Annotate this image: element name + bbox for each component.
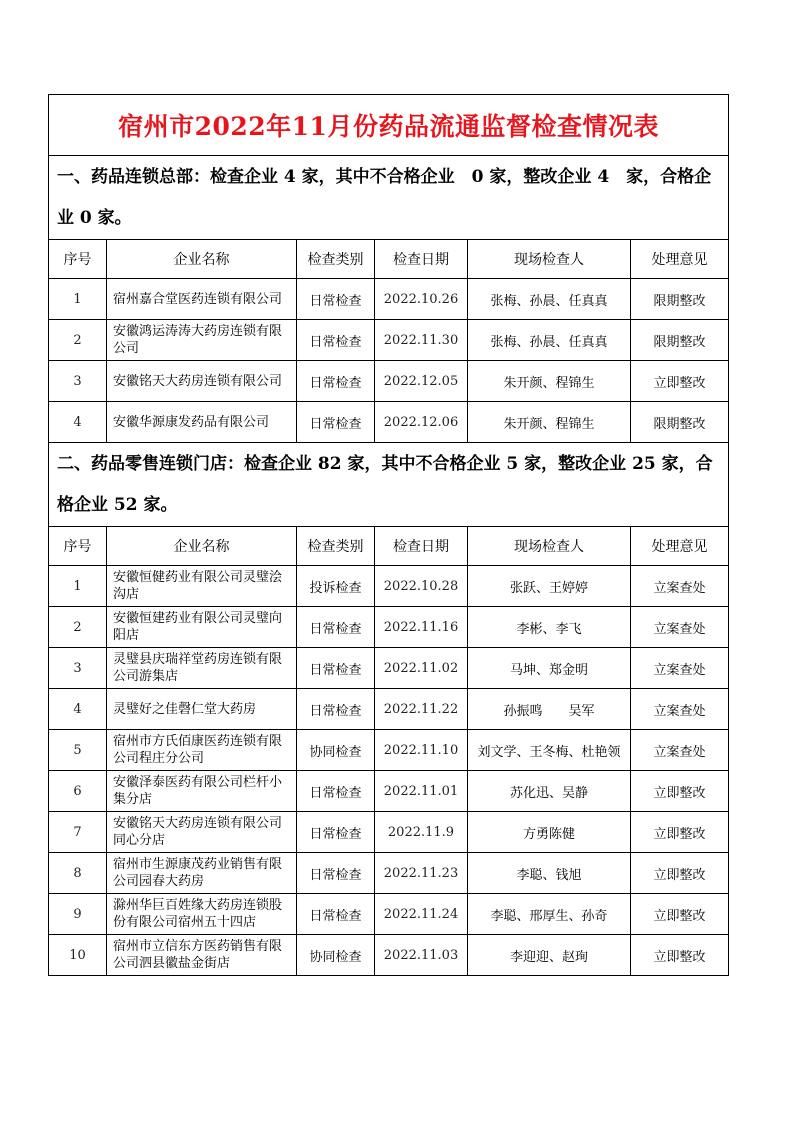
cell-inspection-date: 2022.11.24 [375,894,468,935]
section1-summary-row [49,156,729,240]
cell-inspection-type: 日常检查 [297,771,375,812]
cell-inspection-type: 日常检查 [297,812,375,853]
cell-opinion: 限期整改 [631,320,729,361]
cell-inspection-type: 日常检查 [297,853,375,894]
cell-inspectors: 李聪、邢厚生、孙奇 [468,894,631,935]
cell-opinion: 立即整改 [631,361,729,402]
cell-no: 3 [49,648,107,689]
table-row [49,320,729,361]
cell-company-name: 滁州华巨百姓缘大药房连锁股份有限公司宿州五十四店 [107,894,297,935]
col-header-inspectors: 现场检查人 [468,527,631,566]
cell-company-name: 安徽泽泰医药有限公司栏杆小集分店 [107,771,297,812]
col-header-no: 序号 [49,527,107,566]
cell-inspection-type: 日常检查 [297,607,375,648]
cell-inspection-date: 2022.11.9 [375,812,468,853]
cell-inspection-date: 2022.12.05 [375,361,468,402]
cell-no: 3 [49,361,107,402]
cell-company-name: 宿州市生源康茂药业销售有限公司园春大药房 [107,853,297,894]
section2-header-row [49,527,729,566]
cell-company-name: 安徽铭天大药房连锁有限公司同心分店 [107,812,297,853]
cell-company-name: 安徽恒建药业有限公司灵璧向阳店 [107,607,297,648]
col-header-type: 检查类别 [297,240,375,279]
cell-inspectors: 朱开颜、程锦生 [468,402,631,443]
table-row [49,853,729,894]
cell-inspection-type: 协同检查 [297,935,375,976]
cell-opinion: 立即整改 [631,894,729,935]
cell-opinion: 限期整改 [631,402,729,443]
cell-inspection-type: 日常检查 [297,320,375,361]
table-row [49,566,729,607]
section2-summary-row [49,443,729,527]
table-row [49,894,729,935]
report-table [48,94,729,976]
cell-company-name: 安徽恒健药业有限公司灵璧浍沟店 [107,566,297,607]
table-row [49,689,729,730]
cell-no: 4 [49,402,107,443]
title-row [49,95,729,156]
cell-opinion: 立即整改 [631,771,729,812]
cell-inspectors: 刘文学、王冬梅、杜艳领 [468,730,631,771]
cell-no: 2 [49,320,107,361]
cell-inspection-date: 2022.12.06 [375,402,468,443]
cell-opinion: 立即整改 [631,812,729,853]
cell-no: 10 [49,935,107,976]
section1-summary: 一、药品连锁总部：检查企业 4 家，其中不合格企业 0 家，整改企业 4 家，合格企业 0 家。 [49,156,729,240]
cell-opinion: 立案查处 [631,648,729,689]
cell-no: 7 [49,812,107,853]
col-header-no: 序号 [49,240,107,279]
cell-company-name: 灵璧县庆瑞祥堂药房连锁有限公司游集店 [107,648,297,689]
table-row [49,607,729,648]
cell-no: 5 [49,730,107,771]
page-title: 宿州市2022年11月份药品流通监督检查情况表 [49,95,729,156]
cell-inspection-type: 日常检查 [297,402,375,443]
table-row [49,279,729,320]
cell-company-name: 宿州市立信东方医药销售有限公司泗县徽盐金街店 [107,935,297,976]
cell-inspectors: 张跃、王婷婷 [468,566,631,607]
report-table-body [49,95,729,976]
cell-inspection-date: 2022.11.01 [375,771,468,812]
cell-company-name: 宿州市方氏佰康医药连锁有限公司程庄分公司 [107,730,297,771]
cell-inspection-type: 投诉检查 [297,566,375,607]
cell-inspectors: 张梅、孙晨、任真真 [468,320,631,361]
table-row [49,771,729,812]
cell-opinion: 立即整改 [631,935,729,976]
cell-no: 4 [49,689,107,730]
cell-inspection-date: 2022.11.22 [375,689,468,730]
cell-inspectors: 孙振鸣 吴军 [468,689,631,730]
cell-opinion: 立案查处 [631,607,729,648]
cell-inspectors: 苏化迅、吴静 [468,771,631,812]
cell-no: 1 [49,279,107,320]
cell-no: 9 [49,894,107,935]
cell-company-name: 安徽鸿运涛涛大药房连锁有限公司 [107,320,297,361]
cell-no: 2 [49,607,107,648]
col-header-inspectors: 现场检查人 [468,240,631,279]
col-header-name: 企业名称 [107,240,297,279]
cell-inspectors: 方勇陈健 [468,812,631,853]
table-row [49,402,729,443]
cell-inspectors: 张梅、孙晨、任真真 [468,279,631,320]
cell-no: 6 [49,771,107,812]
cell-inspectors: 李迎迎、赵珣 [468,935,631,976]
cell-no: 8 [49,853,107,894]
cell-inspection-type: 协同检查 [297,730,375,771]
cell-opinion: 立案查处 [631,730,729,771]
cell-inspection-date: 2022.10.28 [375,566,468,607]
cell-inspection-date: 2022.11.30 [375,320,468,361]
col-header-type: 检查类别 [297,527,375,566]
cell-inspection-type: 日常检查 [297,279,375,320]
cell-inspectors: 马坤、郑金明 [468,648,631,689]
cell-company-name: 安徽铭天大药房连锁有限公司 [107,361,297,402]
cell-opinion: 立案查处 [631,566,729,607]
cell-company-name: 宿州嘉合堂医药连锁有限公司 [107,279,297,320]
cell-no: 1 [49,566,107,607]
cell-inspection-date: 2022.11.16 [375,607,468,648]
cell-inspection-date: 2022.11.02 [375,648,468,689]
cell-opinion: 立即整改 [631,853,729,894]
cell-inspection-type: 日常检查 [297,689,375,730]
cell-inspection-date: 2022.11.10 [375,730,468,771]
col-header-opinion: 处理意见 [631,527,729,566]
col-header-name: 企业名称 [107,527,297,566]
cell-inspection-date: 2022.11.03 [375,935,468,976]
cell-opinion: 立案查处 [631,689,729,730]
cell-inspection-type: 日常检查 [297,894,375,935]
cell-inspection-date: 2022.10.26 [375,279,468,320]
cell-inspectors: 朱开颜、程锦生 [468,361,631,402]
table-row [49,730,729,771]
col-header-date: 检查日期 [375,527,468,566]
cell-inspectors: 李聪、钱旭 [468,853,631,894]
col-header-opinion: 处理意见 [631,240,729,279]
cell-opinion: 限期整改 [631,279,729,320]
cell-inspection-type: 日常检查 [297,361,375,402]
inspection-report [48,94,728,976]
table-row [49,648,729,689]
section1-header-row [49,240,729,279]
table-row [49,812,729,853]
table-row [49,935,729,976]
cell-inspectors: 李彬、李飞 [468,607,631,648]
cell-company-name: 安徽华源康发药品有限公司 [107,402,297,443]
cell-inspection-type: 日常检查 [297,648,375,689]
cell-inspection-date: 2022.11.23 [375,853,468,894]
col-header-date: 检查日期 [375,240,468,279]
section2-summary: 二、药品零售连锁门店：检查企业 82 家，其中不合格企业 5 家，整改企业 25 家，合格企业 52 家。 [49,443,729,527]
cell-company-name: 灵璧好之佳磬仁堂大药房 [107,689,297,730]
table-row [49,361,729,402]
